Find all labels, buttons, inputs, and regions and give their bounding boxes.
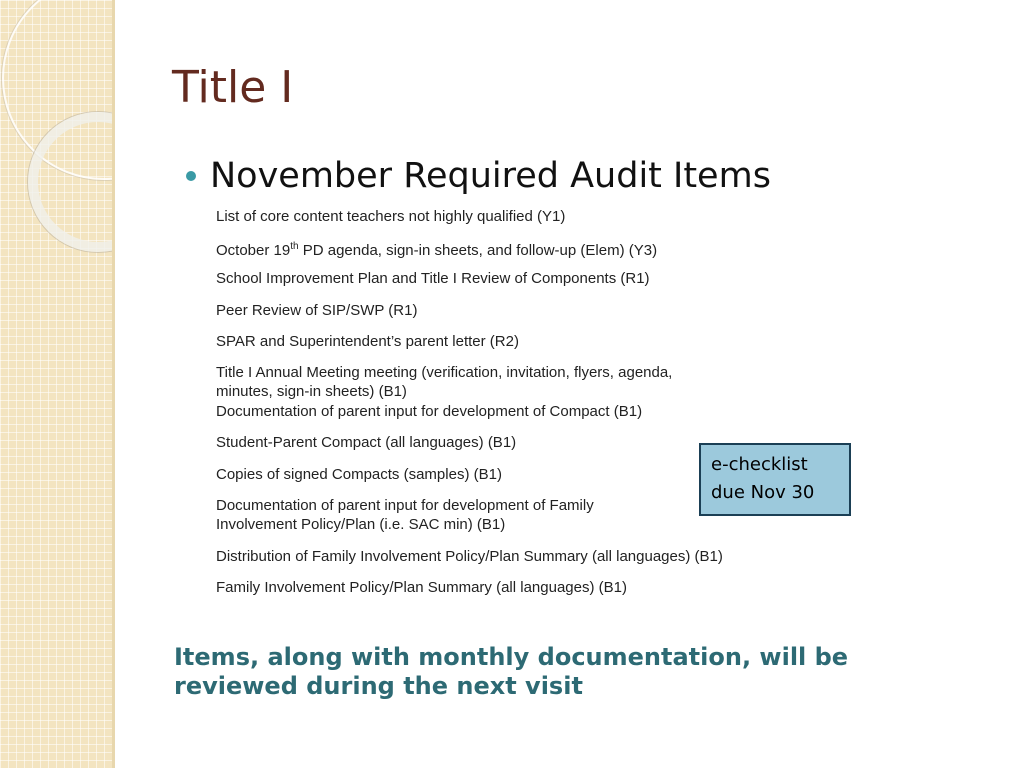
list-item: Distribution of Family Involvement Policy/Plan Summary (all languages) (B1) (216, 548, 723, 565)
list-item: Documentation of parent input for development of Compact (B1) (216, 403, 643, 420)
item-line: Involvement Policy/Plan (i.e. SAC min) (B1) (216, 516, 506, 533)
main-bullet (186, 156, 771, 196)
slide-title: Title I (172, 62, 294, 113)
callout-line: due Nov 30 (711, 482, 815, 503)
item-superscript: th (290, 241, 299, 252)
list-item: List of core content teachers not highly qualified (Y1) (216, 208, 566, 225)
list-item: SPAR and Superintendent’s parent letter (R2) (216, 333, 519, 350)
main-bullet-text: November Required Audit Items (210, 156, 771, 196)
list-item: Peer Review of SIP/SWP (R1) (216, 302, 418, 319)
list-item: Family Involvement Policy/Plan Summary (all languages) (B1) (216, 579, 627, 596)
callout-line: e-checklist (711, 454, 808, 475)
list-item (216, 237, 657, 260)
list-item (216, 496, 594, 534)
decorative-side-panel (0, 0, 112, 768)
item-text: PD agenda, sign-in sheets, and follow-up (Elem) (Y3) (298, 242, 658, 259)
item-line: Documentation of parent input for development of Family (216, 497, 594, 514)
item-text: October 19 (216, 242, 291, 259)
footer-note: Items, along with monthly documentation, will be reviewed during the next visit (174, 643, 849, 700)
item-line: Title I Annual Meeting meeting (verification, invitation, flyers, agenda, (216, 364, 673, 381)
side-panel-edge (112, 0, 115, 768)
list-item: Student-Parent Compact (all languages) (B1) (216, 434, 517, 451)
list-item: Copies of signed Compacts (samples) (B1) (216, 466, 502, 483)
list-item: School Improvement Plan and Title I Review of Components (R1) (216, 270, 650, 287)
e-checklist-callout (699, 443, 851, 516)
item-line: minutes, sign-in sheets) (B1) (216, 383, 407, 400)
list-item (216, 363, 672, 401)
bullet-dot-icon (186, 171, 196, 181)
